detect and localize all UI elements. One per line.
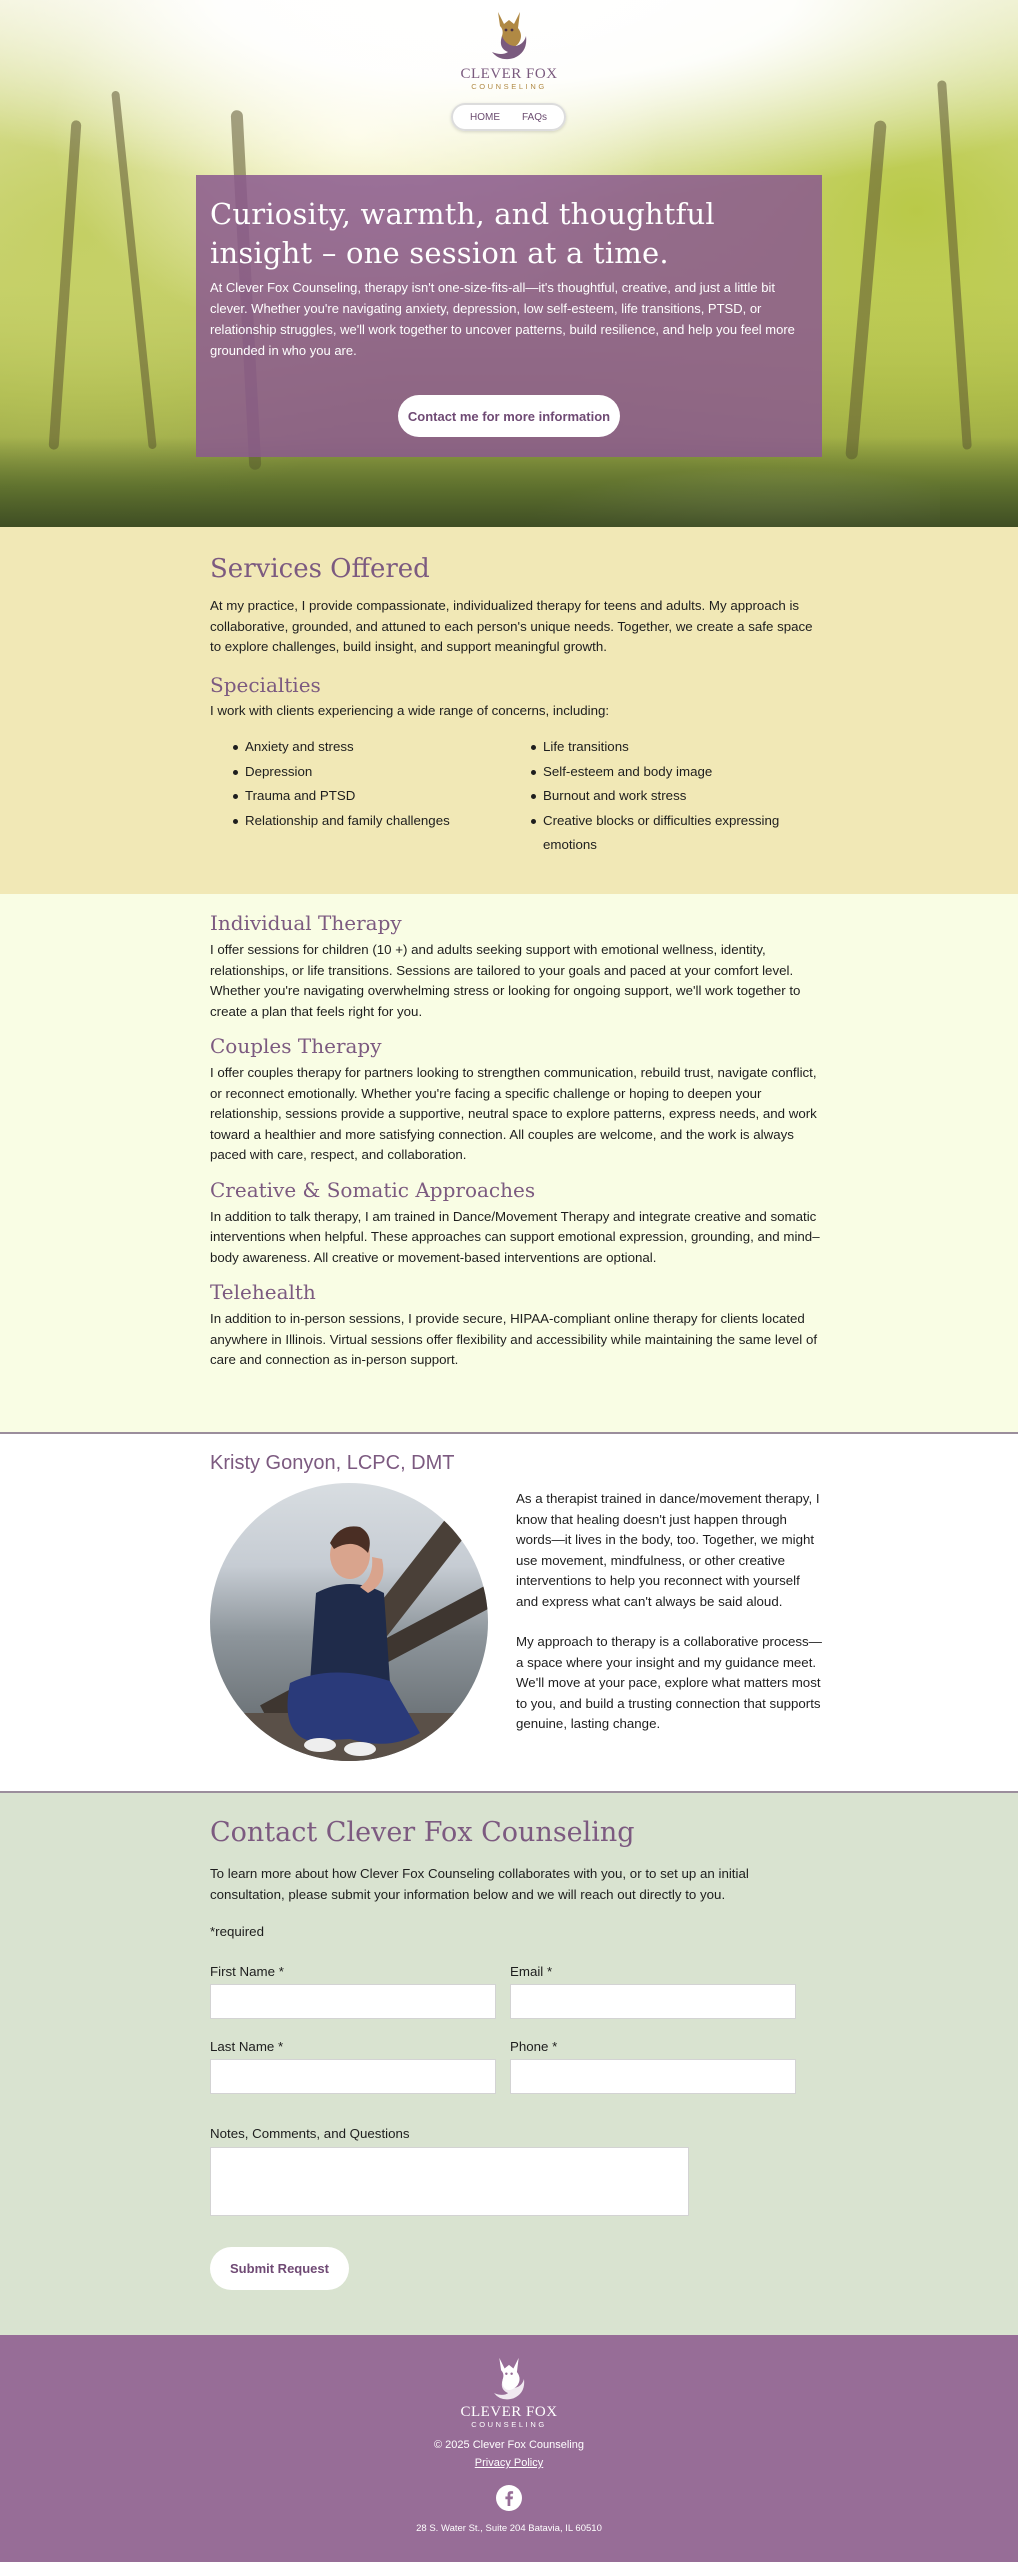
about-paragraph-1: As a therapist trained in dance/movement therapy, I know that healing doesn't just happen through words—it lives in the body, too. Together, we might use movement, mindfulness, or other creative interventions to help you reconnect with yourself and express what can't always be said aloud. <box>516 1491 820 1609</box>
submit-request-button[interactable]: Submit Request <box>210 2247 349 2290</box>
last-name-label: Last Name * <box>210 2039 284 2054</box>
list-item: Relationship and family challenges <box>233 809 509 834</box>
individual-therapy-body: I offer sessions for children (10 +) and adults seeking support with emotional wellness, identity, relationships, or life transitions. Sessions are tailored to your goals and paced at your comfort level. Whether you're navigating overwhelming stress or looking for ongoing support, we'll work together to create a plan that feels right for you. <box>210 942 801 1019</box>
therapist-figure <box>250 1513 430 1761</box>
fox-logo-icon <box>487 2354 531 2404</box>
couples-therapy-title: Couples Therapy <box>210 1034 382 1058</box>
brand-name: CLEVER FOX <box>460 66 558 82</box>
contact-form <box>210 1963 826 2290</box>
brand-subtitle: COUNSELING <box>471 82 547 91</box>
contact-cta-button[interactable]: Contact me for more information <box>398 395 620 437</box>
list-item: Anxiety and stress <box>233 735 509 760</box>
specialties-column-1 <box>210 735 509 858</box>
therapy-section <box>0 894 1018 1432</box>
list-item: Depression <box>233 760 509 785</box>
therapist-photo <box>210 1483 488 1761</box>
tree-trunk <box>937 80 972 450</box>
telehealth-title: Telehealth <box>210 1280 316 1304</box>
creative-approaches-title: Creative & Somatic Approaches <box>210 1177 536 1202</box>
fox-logo-icon <box>484 8 534 64</box>
address: 28 S. Water St., Suite 204 Batavia, IL 60510 <box>416 2523 602 2534</box>
list-item: Life transitions <box>531 735 809 760</box>
tree-trunk <box>845 120 887 460</box>
footer-brand-name: CLEVER FOX <box>460 2404 558 2420</box>
about-section <box>0 1434 1018 1791</box>
list-item: Creative blocks or difficulties expressing emotions <box>531 809 809 858</box>
first-name-label: First Name * <box>210 1964 284 1979</box>
copyright: © 2025 Clever Fox Counseling <box>434 2439 584 2451</box>
specialties-title: Specialties <box>210 672 321 697</box>
notes-label: Notes, Comments, and Questions <box>210 2126 410 2141</box>
hero-title: Curiosity, warmth, and thoughtful insight – one session at a time. <box>210 197 715 270</box>
required-note: *required <box>210 1924 264 1939</box>
privacy-policy-link[interactable]: Privacy Policy <box>474 2457 544 2469</box>
main-nav <box>451 103 566 131</box>
services-title: Services Offered <box>210 554 430 584</box>
footer-brand-subtitle: COUNSELING <box>471 2420 547 2429</box>
creative-approaches-body: In addition to talk therapy, I am trained in Dance/Movement Therapy and integrate creative and somatic interventions when helpful. These approaches can support emotional expression, grounding, and mind–body awareness. All creative or movement-based interventions are optional. <box>210 1208 820 1265</box>
hero-body: At Clever Fox Counseling, therapy isn't one-size-fits-all—it's thoughtful, creative, and just a little bit clever. Whether you're navigating anxiety, depression, low self-esteem, life transitions, PTSD, or relationship struggles, we'll work together to uncover patterns, build resilience, and help you feel more grounded in who you are. <box>210 280 795 358</box>
individual-therapy-block <box>210 910 826 1022</box>
contact-section <box>0 1793 1018 2335</box>
list-item: Self-esteem and body image <box>531 760 809 785</box>
about-paragraph-2: My approach to therapy is a collaborative process—a space where your insight and my guidance meet. We'll move at your pace, explore what matters most to you, and build a trusting connection that supports genuine, lasting change. <box>516 1634 822 1731</box>
header-logo[interactable] <box>0 8 1018 92</box>
couples-therapy-block <box>210 1033 826 1166</box>
list-item: Trauma and PTSD <box>233 784 509 809</box>
telehealth-body: In addition to in-person sessions, I provide secure, HIPAA-compliant online therapy for clients located anywhere in Illinois. Virtual sessions offer flexibility and accessibility while maintaining the same level of care and connection as in-person support. <box>210 1311 818 1367</box>
couples-therapy-body: I offer couples therapy for partners looking to strengthen communication, rebuild trust, navigate conflict, or reconnect emotionally. Whether you're facing a specific challenge or hoping to deepen your relationship, sessions provide a supportive, neutral space to explore patterns, express needs, and work toward a healthier and more satisfying connection. All couples are welcome, and the work is always paced with care, respect, and collaboration. <box>210 1065 817 1162</box>
phone-input[interactable] <box>510 2059 796 2094</box>
notes-textarea[interactable] <box>210 2147 689 2216</box>
tree-trunk <box>111 91 157 450</box>
services-section <box>0 527 1018 894</box>
specialties-column-2 <box>509 735 809 858</box>
contact-title: Contact Clever Fox Counseling <box>210 1817 635 1848</box>
email-input[interactable] <box>510 1984 796 2019</box>
list-item: Burnout and work stress <box>531 784 809 809</box>
facebook-icon[interactable] <box>496 2485 522 2511</box>
hero-section <box>0 0 1018 527</box>
services-intro: At my practice, I provide compassionate, individualized therapy for teens and adults. My approach is collaborative, grounded, and attuned to each person's unique needs. Together, we create a safe space to explore challenges, build insight, and support meaningful growth. <box>210 598 813 654</box>
contact-intro: To learn more about how Clever Fox Counseling collaborates with you, or to set up an initial consultation, please submit your information below and we will reach out directly to you. <box>210 1866 749 1902</box>
individual-therapy-title: Individual Therapy <box>210 911 402 935</box>
nav-home-link[interactable]: HOME <box>469 111 500 123</box>
therapist-name: Kristy Gonyon, LCPC, DMT <box>210 1452 455 1474</box>
nav-faqs-link[interactable]: FAQs <box>521 111 547 123</box>
site-footer <box>0 2335 1018 2562</box>
phone-label: Phone * <box>510 2039 558 2054</box>
specialties-intro: I work with clients experiencing a wide range of concerns, including: <box>210 702 610 718</box>
hero-card <box>196 175 822 457</box>
telehealth-block <box>210 1279 826 1371</box>
email-label: Email * <box>510 1964 553 1979</box>
last-name-input[interactable] <box>210 2059 496 2094</box>
tree-trunk <box>49 120 82 450</box>
specialties-list <box>210 735 826 858</box>
creative-approaches-block <box>210 1177 826 1269</box>
first-name-input[interactable] <box>210 1984 496 2019</box>
